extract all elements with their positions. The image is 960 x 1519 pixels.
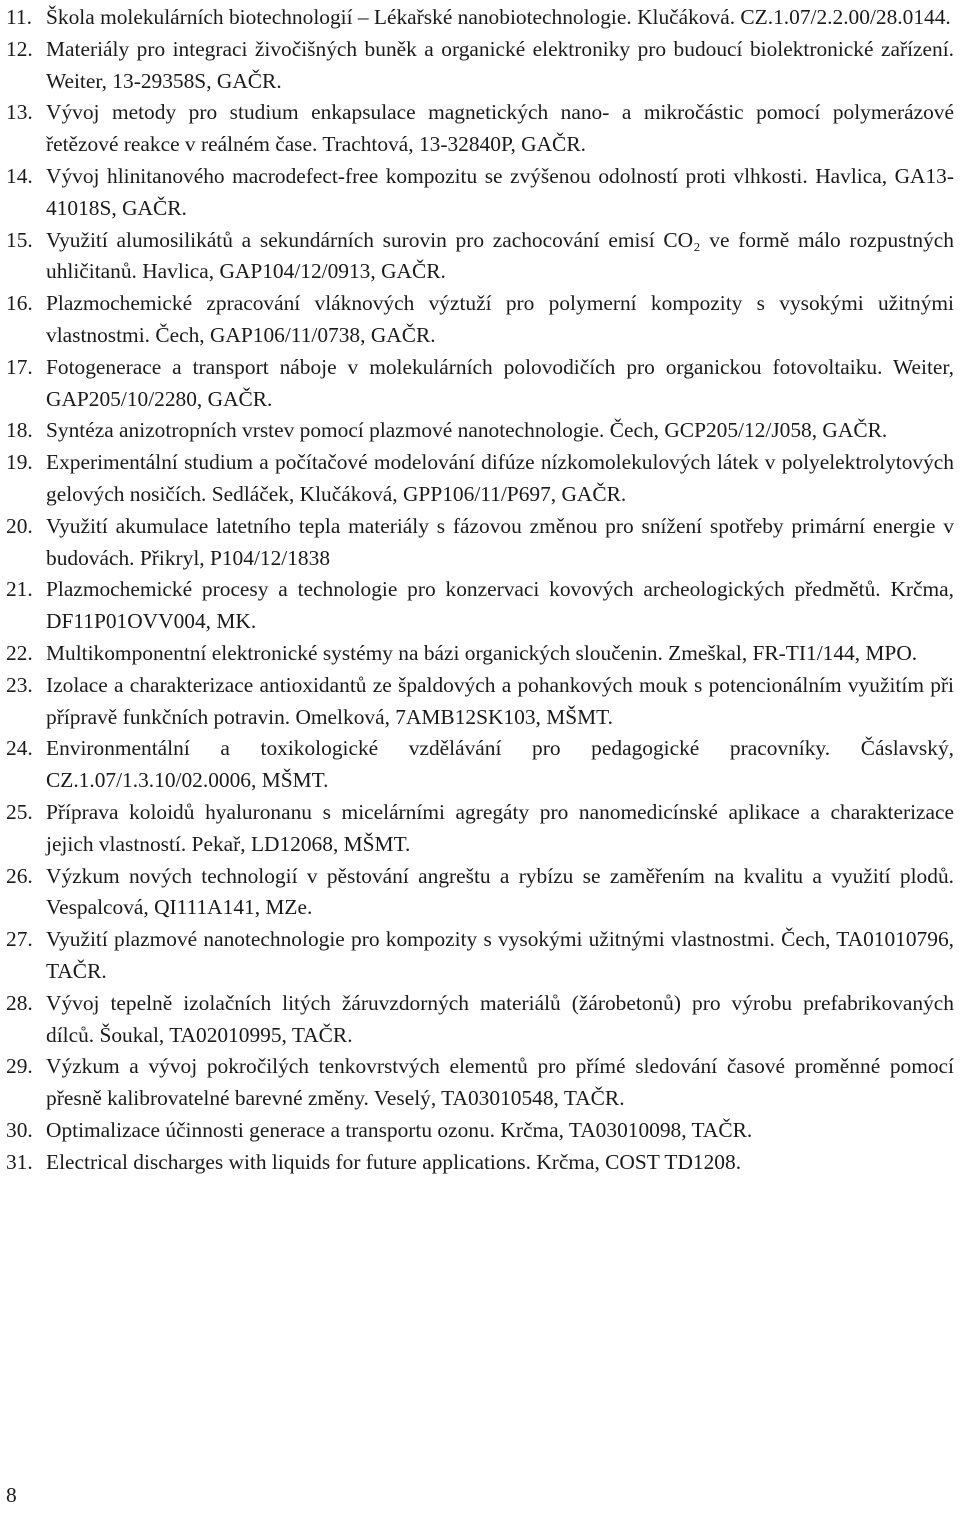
- item-number: 22.: [6, 640, 33, 665]
- list-item: [6, 1115, 954, 1147]
- item-number: 19.: [6, 450, 33, 475]
- item-text: Využití akumulace latetního tepla materiály s fázovou změnou pro snížení spotřeby primární energie v budovách. Přikryl, P104/12/1838: [46, 513, 954, 570]
- item-number: 31.: [6, 1149, 33, 1174]
- item-number: 23.: [6, 672, 33, 697]
- list-item: [6, 638, 954, 670]
- item-number: 27.: [6, 927, 33, 952]
- item-text: Využití alumosilikátů a sekundárních surovin pro zachocování emisí CO₂ ve formě málo rozpustných uhličitanů. Havlica, GAP104/12/0913, GAČR.: [46, 227, 954, 284]
- item-text: Plazmochemické procesy a technologie pro konzervaci kovových archeologických předmětů. Krčma, DF11P01OVV004, MK.: [46, 577, 954, 634]
- list-item: [6, 288, 954, 352]
- item-number: 20.: [6, 513, 33, 538]
- item-text: Výzkum a vývoj pokročilých tenkovrstvých elementů pro přímé sledování časové proměnné pomocí přesně kalibrovatelné barevné změny. Veselý, TA03010548, TAČR.: [46, 1054, 954, 1111]
- item-number: 26.: [6, 863, 33, 888]
- list-item: [6, 988, 954, 1052]
- list-item: [6, 34, 954, 98]
- list-item: [6, 97, 954, 161]
- list-item: [6, 1051, 954, 1115]
- item-number: 30.: [6, 1117, 33, 1142]
- item-number: 15.: [6, 227, 33, 252]
- item-text: Vývoj hlinitanového macrodefect-free kompozitu se zvýšenou odolností proti vlhkosti. Havlica, GA13-41018S, GAČR.: [46, 163, 954, 220]
- item-number: 11.: [6, 5, 32, 29]
- item-text: Materiály pro integraci živočišných buněk a organické elektroniky pro budoucí biolektronické zařízení. Weiter, 13-29358S, GAČR.: [46, 36, 954, 93]
- item-number: 28.: [6, 990, 33, 1015]
- item-number: 17.: [6, 354, 33, 379]
- item-text: Environmentální a toxikologické vzdělávání pro pedagogické pracovníky. Čáslavský, CZ.1.07/1.3.10/02.0006, MŠMT.: [46, 736, 954, 793]
- list-item: [6, 670, 954, 734]
- list-item: [6, 447, 954, 511]
- list-item: [6, 161, 954, 225]
- item-text: Škola molekulárních biotechnologií – Lékařské nanobiotechnologie. Klučáková. CZ.1.07/2.2.00/28.0144.: [46, 5, 951, 29]
- item-number: 12.: [6, 36, 33, 61]
- item-text: Izolace a charakterizace antioxidantů ze špaldových a pohankových mouk s potencionálním využitím při přípravě funkčních potravin. Omelková, 7AMB12SK103, MŠMT.: [46, 672, 954, 729]
- item-text: Příprava koloidů hyaluronanu s micelárními agregáty pro nanomedicínské aplikace a charakterizace jejich vlastností. Pekař, LD12068, MŠMT.: [46, 799, 954, 856]
- list-item: [6, 924, 954, 988]
- list-item: [6, 511, 954, 575]
- item-number: 29.: [6, 1054, 33, 1079]
- item-number: 25.: [6, 799, 33, 824]
- item-number: 16.: [6, 291, 33, 316]
- item-text: Využití plazmové nanotechnologie pro kompozity s vysokými užitnými vlastnostmi. Čech, TA01010796, TAČR.: [46, 927, 954, 983]
- list-item: [6, 1147, 954, 1179]
- list-item: [6, 415, 954, 447]
- list-item: [6, 861, 954, 925]
- item-text: Vývoj tepelně izolačních litých žáruvzdorných materiálů (žárobetonů) pro výrobu prefabrikovaných dílců. Šoukal, TA02010995, TAČR.: [46, 990, 954, 1047]
- item-text: Plazmochemické zpracování vláknových výztuží pro polymerní kompozity s vysokými užitnými vlastnostmi. Čech, GAP106/11/0738, GAČR.: [46, 291, 954, 347]
- item-number: 14.: [6, 163, 33, 188]
- item-text: Výzkum nových technologií v pěstování angreštu a rybízu se zaměřením na kvalitu a využití plodů. Vespalcová, QI111A141, MZe.: [46, 863, 954, 920]
- item-text: Optimalizace účinnosti generace a transportu ozonu. Krčma, TA03010098, TAČR.: [46, 1117, 753, 1142]
- item-text: Electrical discharges with liquids for future applications. Krčma, COST TD1208.: [46, 1149, 742, 1174]
- item-text: Experimentální studium a počítačové modelování difúze nízkomolekulových látek v polyelektrolytových gelových nosičích. Sedláček, Klučáková, GPP106/11/P697, GAČR.: [46, 450, 954, 506]
- list-item: [6, 797, 954, 861]
- project-list: [6, 2, 954, 1178]
- item-number: 13.: [6, 100, 33, 125]
- list-item: [6, 2, 954, 34]
- item-text: Vývoj metody pro studium enkapsulace magnetických nano- a mikročástic pomocí polymerázové řetězové reakce v reálném čase. Trachtová, 13-32840P, GAČR.: [46, 100, 954, 157]
- item-number: 21.: [6, 577, 33, 602]
- list-item: [6, 225, 954, 289]
- item-text: Syntéza anizotropních vrstev pomocí plazmové nanotechnologie. Čech, GCP205/12/J058, GAČR.: [46, 418, 888, 443]
- list-item: [6, 733, 954, 797]
- list-item: [6, 352, 954, 416]
- item-number: 18.: [6, 418, 33, 443]
- item-text: Multikomponentní elektronické systémy na bázi organických sloučenin. Zmeškal, FR-TI1/144, MPO.: [46, 640, 918, 665]
- item-number: 24.: [6, 736, 33, 761]
- list-item: [6, 574, 954, 638]
- page-number: 8: [6, 1483, 17, 1507]
- item-text: Fotogenerace a transport náboje v molekulárních polovodičích pro organickou fotovoltaiku. Weiter, GAP205/10/2280, GAČR.: [46, 354, 954, 411]
